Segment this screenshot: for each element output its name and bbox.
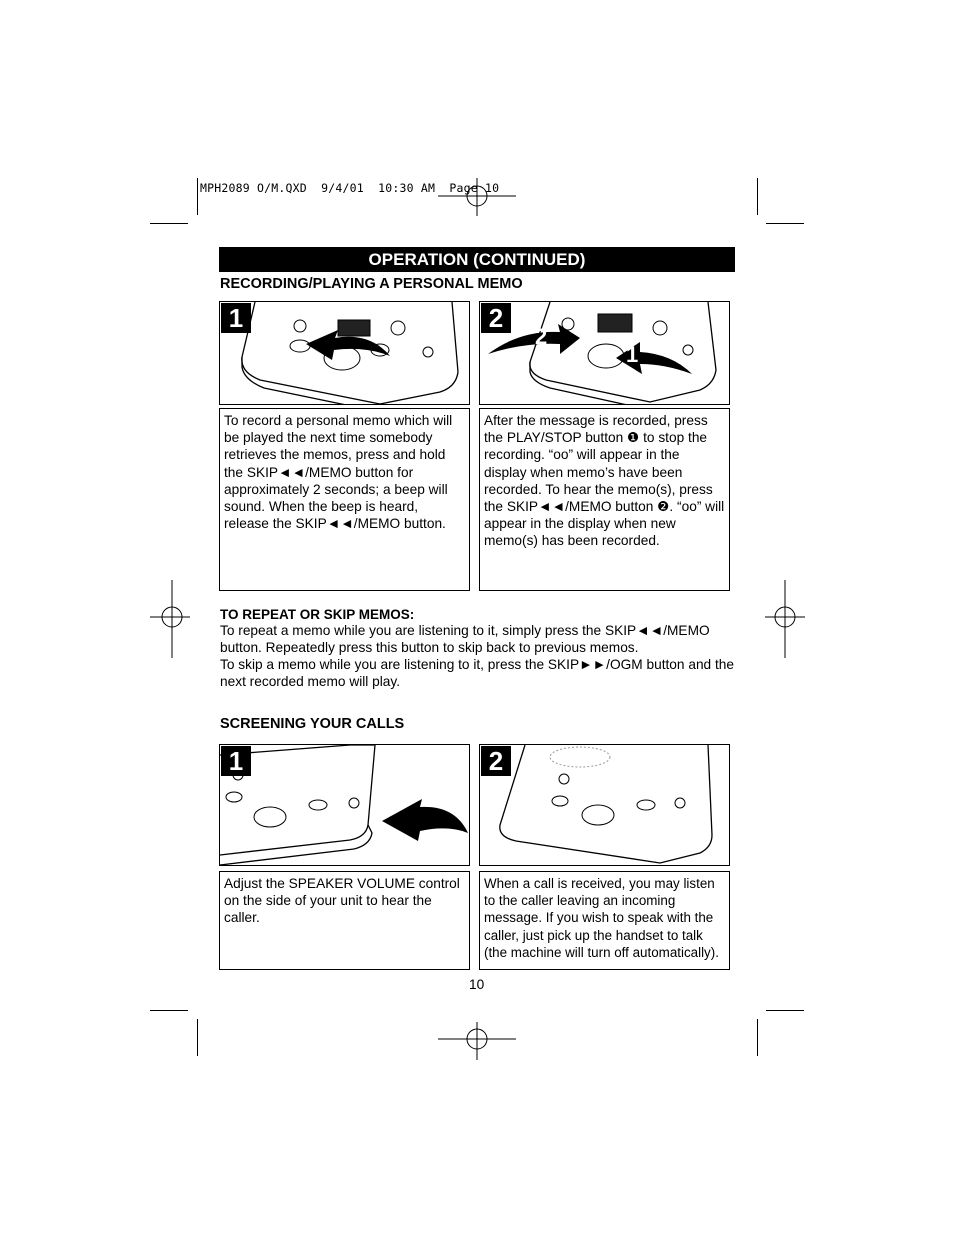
screening-step2-instructions: When a call is received, you may listen to the caller leaving an incoming message. If you wish to speak with the caller, just pick up the handset to talk (the machine will turn off automatically). bbox=[479, 871, 730, 970]
illustration-step1-screening bbox=[219, 744, 470, 866]
crop-mark bbox=[766, 223, 804, 224]
crop-mark bbox=[197, 178, 198, 215]
page-number: 10 bbox=[469, 977, 485, 992]
screening-step1-instructions: Adjust the SPEAKER VOLUME control on the side of your unit to hear the caller. bbox=[219, 871, 470, 970]
page-title: OPERATION (CONTINUED) bbox=[368, 250, 586, 269]
crop-mark bbox=[757, 1019, 758, 1056]
skip-paragraph: To skip a memo while you are listening to it, press the SKIP►►/OGM button and the next recorded memo will play. bbox=[220, 657, 735, 689]
repeat-paragraph: To repeat a memo while you are listening to it, simply press the SKIP◄◄/MEMO button. Repeatedly press this button to skip back to previous memos. bbox=[220, 623, 710, 655]
answering-machine-illustration bbox=[220, 302, 470, 405]
crop-mark bbox=[150, 1010, 188, 1011]
section-heading-screening: SCREENING YOUR CALLS bbox=[220, 716, 405, 732]
arrow-label-2: 2 bbox=[535, 324, 548, 349]
arrow-label-1: 1 bbox=[626, 342, 639, 367]
illustration-step1-memo bbox=[219, 301, 470, 405]
file-slug: MPH2089 O/M.QXD 9/4/01 10:30 AM Page 10 bbox=[200, 181, 500, 195]
registration-mark-left bbox=[150, 580, 190, 658]
step-number-badge: 2 bbox=[481, 746, 511, 776]
answering-machine-illustration bbox=[480, 302, 730, 405]
illustration-step2-screening bbox=[479, 744, 730, 866]
section-heading-memo: RECORDING/PLAYING A PERSONAL MEMO bbox=[220, 276, 523, 292]
step-number-badge: 1 bbox=[221, 303, 251, 333]
registration-mark-right bbox=[765, 580, 805, 658]
step-number-badge: 2 bbox=[481, 303, 511, 333]
registration-mark-bottom bbox=[438, 1020, 516, 1060]
answering-machine-illustration bbox=[220, 745, 470, 866]
crop-mark bbox=[197, 1019, 198, 1056]
step1-instructions: To record a personal memo which will be played the next time somebody retrieves the memos, press and hold the SKIP◄◄/MEMO button for approximately 2 seconds; a beep will sound. When the beep is heard, release the SKIP◄◄/MEMO button. bbox=[219, 408, 470, 591]
answering-machine-illustration bbox=[480, 745, 730, 866]
crop-mark bbox=[757, 178, 758, 215]
crop-mark bbox=[150, 223, 188, 224]
repeat-skip-heading: TO REPEAT OR SKIP MEMOS: bbox=[220, 607, 415, 622]
crop-mark bbox=[766, 1010, 804, 1011]
step2-instructions: After the message is recorded, press the PLAY/STOP button ❶ to stop the recording. “oo” will appear in the display when memo’s have been recorded. To hear the memo(s), press the SKIP◄◄/MEMO button ❷. “oo” will appear in the display when new memo(s) has been recorded. bbox=[479, 408, 730, 591]
illustration-step2-memo bbox=[479, 301, 730, 405]
step-number-badge: 1 bbox=[221, 746, 251, 776]
